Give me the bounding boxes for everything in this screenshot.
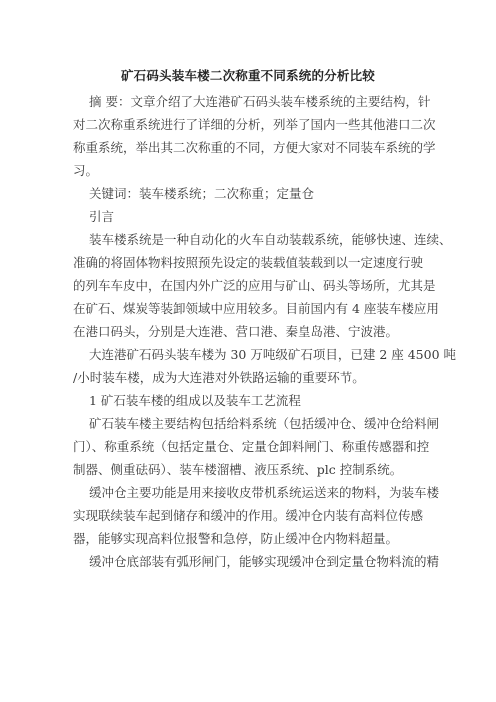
gate-line-1: 缓冲仓底部装有弧形闸门，能够实现缓冲仓到定量仓物料流的精 [89, 554, 440, 569]
structure-line-3: 制器、侧重砝码）、装车楼溜槽、液压系统、plc 控制系统。 [73, 462, 403, 477]
intro-line-3: 的列车车皮中，在国内外广泛的应用与矿山、码头等场所，尤其是 [73, 278, 436, 293]
project-line-2: /小时装车楼，成为大连港对外铁路运输的重要环节。 [73, 370, 365, 385]
intro-line-5: 在港口码头，分别是大连港、营口港、秦皇岛港、宁波港。 [73, 324, 399, 339]
section-heading-intro: 引言 [89, 209, 115, 224]
intro-line-2: 准确的将固体物料按照预先设定的装载值装载到以一定速度行驶 [73, 255, 424, 270]
intro-line-4: 在矿石、煤炭等装卸领域中应用较多。目前国内有 4 座装车楼应用 [73, 301, 439, 316]
keywords-line: 关键词：装车楼系统；二次称重；定量仓 [89, 186, 315, 201]
abstract-line-4: 习。 [73, 163, 99, 178]
buffer-line-1: 缓冲仓主要功能是用来接收皮带机系统运送来的物料，为装车楼 [89, 485, 440, 500]
project-line-1: 大连港矿石码头装车楼为 30 万吨级矿石项目，已建 2 座 4500 吨 [89, 347, 457, 362]
abstract-line-3: 称重系统，举出其二次称重的不同，方便大家对不同装车系统的学 [73, 140, 436, 155]
intro-line-1: 装车楼系统是一种自动化的火车自动装载系统，能够快速、连续、 [89, 232, 452, 247]
abstract-line-2: 对二次称重系统进行了详细的分析，列举了国内一些其他港口二次 [73, 117, 436, 132]
buffer-line-3: 器，能够实现高料位报警和急停，防止缓冲仓内物料超量。 [73, 531, 399, 546]
structure-line-1: 矿石装车楼主要结构包括给料系统（包括缓冲仓、缓冲仓给料闸 [89, 416, 440, 431]
buffer-line-2: 实现联续装车起到储存和缓冲的作用。缓冲仓内装有高料位传感 [73, 508, 424, 523]
structure-line-2: 门）、称重系统（包括定量仓、定量仓卸料闸门、称重传感器和控 [73, 439, 430, 454]
abstract-line-1: 摘 要：文章介绍了大连港矿石码头装车楼系统的主要结构，针 [89, 94, 431, 109]
document-title: 矿石码头装车楼二次称重不同系统的分析比较 [120, 68, 375, 83]
section-heading-1: 1 矿石装车楼的组成以及装车工艺流程 [89, 393, 301, 408]
